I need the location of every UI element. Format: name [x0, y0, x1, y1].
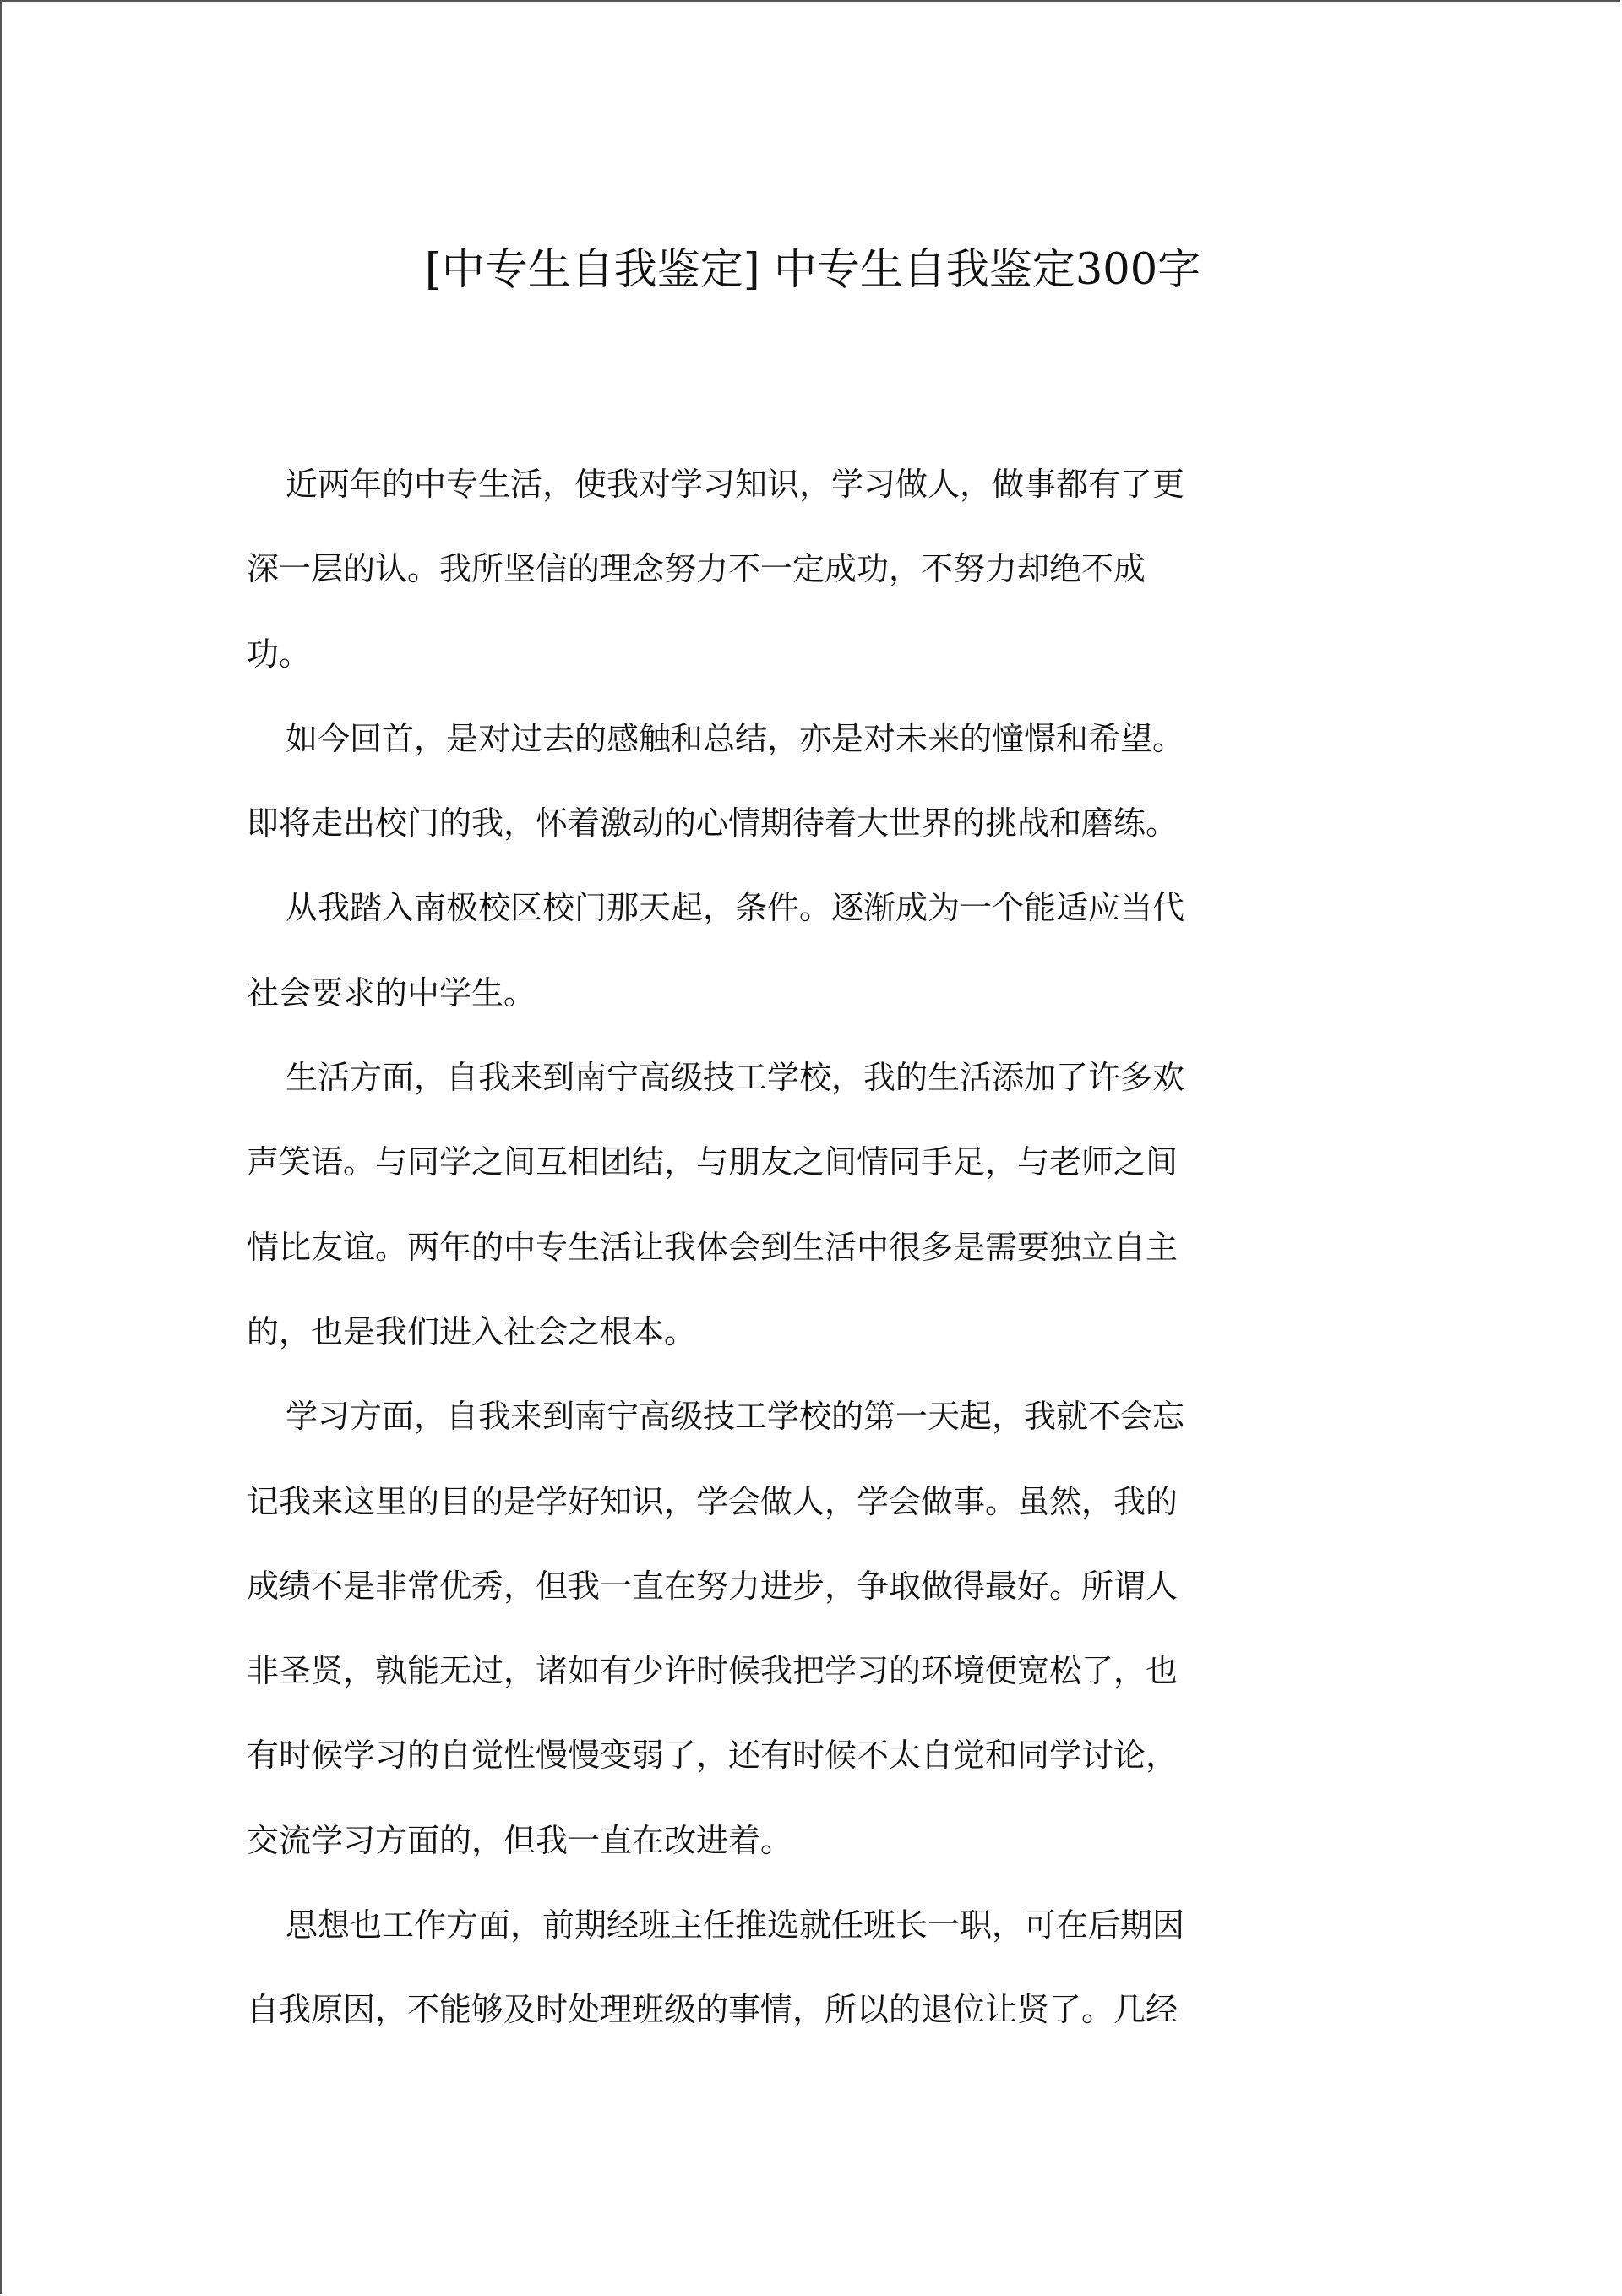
- paragraph-5-line-5: 有时候学习的自觉性慢慢变弱了，还有时候不太自觉和同学讨论，: [247, 1737, 1178, 1775]
- document-body: [247, 442, 1379, 2053]
- paragraph-4-line-3: 情比友谊。两年的中专生活让我体会到生活中很多是需要独立自主: [247, 1228, 1178, 1266]
- paragraph-4-line-1: 生活方面，自我来到南宁高级技工学校，我的生活添加了许多欢: [286, 1059, 1185, 1097]
- paragraph-3-line-1: 从我踏入南极校区校门那天起，条件。逐渐成为一个能适应当代: [286, 889, 1185, 927]
- paragraph-4-line-2: 声笑语。与同学之间互相团结，与朋友之间情同手足，与老师之间: [247, 1143, 1178, 1181]
- document-title: [中专生自我鉴定] 中专生自我鉴定300字: [424, 245, 1201, 295]
- paragraph-5-line-4: 非圣贤，孰能无过，诸如有少许时候我把学习的环境便宽松了，也: [247, 1652, 1178, 1690]
- paragraph-1-line-3: 功。: [247, 635, 312, 673]
- paragraph-3-line-2: 社会要求的中学生。: [247, 973, 536, 1012]
- paragraph-6-line-1: 思想也工作方面，前期经班主任推选就任班长一职，可在后期因: [286, 1906, 1185, 1944]
- paragraph-2-line-2: 即将走出校门的我，怀着激动的心情期待着大世界的挑战和磨练。: [247, 804, 1178, 843]
- paragraph-1-line-2: 深一层的认。我所坚信的理念努力不一定成功，不努力却绝不成: [247, 550, 1146, 588]
- paragraph-5-line-1: 学习方面，自我来到南宁高级技工学校的第一天起，我就不会忘: [286, 1398, 1185, 1436]
- paragraph-2-line-1: 如今回首，是对过去的感触和总结，亦是对未来的憧憬和希望。: [286, 719, 1185, 757]
- paragraph-5-line-6: 交流学习方面的，但我一直在改进着。: [247, 1821, 793, 1859]
- paragraph-1-line-1: 近两年的中专生活，使我对学习知识，学习做人，做事都有了更: [286, 466, 1185, 503]
- paragraph-5-line-3: 成绩不是非常优秀，但我一直在努力进步，争取做得最好。所谓人: [247, 1567, 1178, 1605]
- paragraph-6-line-2: 自我原因，不能够及时处理班级的事情，所以的退位让贤了。几经: [247, 1991, 1178, 2029]
- paragraph-5-line-2: 记我来这里的目的是学好知识，学会做人，学会做事。虽然，我的: [247, 1482, 1178, 1520]
- paragraph-4-line-4: 的，也是我们进入社会之根本。: [247, 1312, 697, 1350]
